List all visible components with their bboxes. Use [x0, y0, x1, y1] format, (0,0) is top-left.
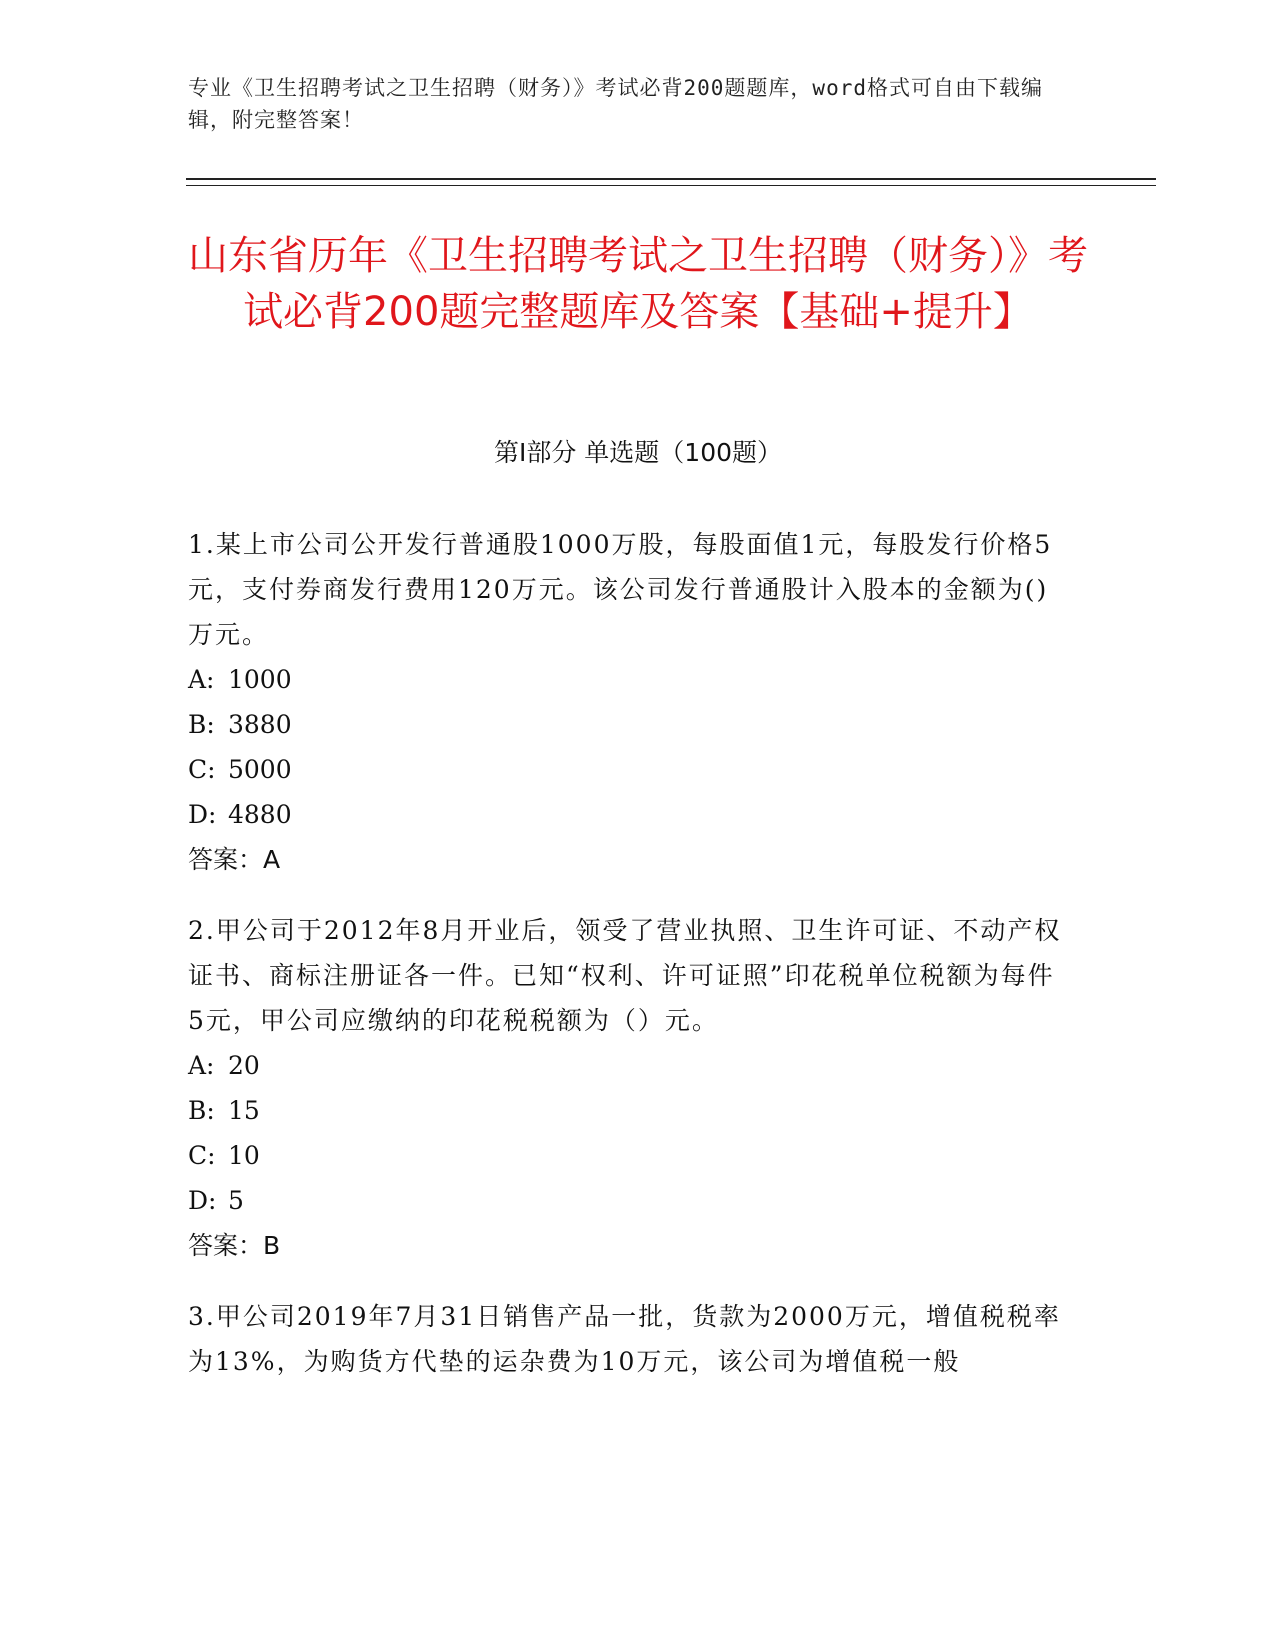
question-list [188, 522, 1068, 1410]
header-divider-thick [186, 178, 1156, 180]
option-a [188, 657, 1068, 702]
option-text: 1000 [228, 665, 292, 694]
option-key: A: [188, 1051, 215, 1080]
option-key: D: [188, 1186, 217, 1215]
option-c [188, 747, 1068, 792]
option-c [188, 1133, 1068, 1178]
question-stem: 2.甲公司于2012年8月开业后，领受了营业执照、卫生许可证、不动产权证书、商标注册证各一件。已知“权利、许可证照”印花税单位税额为每件5元，甲公司应缴纳的印花税税额为（）元。 [188, 916, 1062, 1035]
option-text: 4880 [228, 800, 292, 829]
option-text: 15 [228, 1096, 260, 1125]
option-text: 3880 [228, 710, 292, 739]
answer: 答案：B [188, 1231, 281, 1260]
document-title: 山东省历年《卫生招聘考试之卫生招聘（财务）》考试必背200题完整题库及答案【基础+提升】 [188, 233, 1088, 335]
option-b [188, 1088, 1068, 1133]
question-1 [188, 522, 1068, 882]
option-key: C: [188, 1141, 216, 1170]
section-heading: 第Ⅰ部分 单选题（100题） [493, 438, 783, 467]
option-key: C: [188, 755, 216, 784]
answer: 答案：A [188, 845, 281, 874]
question-stem: 3.甲公司2019年7月31日销售产品一批，货款为2000万元，增值税税率为13%，为购货方代垫的运杂费为10万元，该公司为增值税一般 [188, 1302, 1061, 1376]
question-2 [188, 908, 1068, 1268]
option-key: B: [188, 1096, 215, 1125]
option-d [188, 1178, 1068, 1223]
option-text: 10 [228, 1141, 260, 1170]
question-3 [188, 1294, 1068, 1384]
option-text: 5000 [228, 755, 292, 784]
option-key: D: [188, 800, 217, 829]
option-key: A: [188, 665, 215, 694]
header-note: 专业《卫生招聘考试之卫生招聘（财务）》考试必背200题题库，word格式可自由下载编辑，附完整答案！ [188, 76, 1043, 132]
option-key: B: [188, 710, 215, 739]
header-divider-thin [186, 185, 1156, 186]
option-a [188, 1043, 1068, 1088]
option-text: 20 [228, 1051, 260, 1080]
option-text: 5 [228, 1186, 244, 1215]
option-d [188, 792, 1068, 837]
option-b [188, 702, 1068, 747]
question-stem: 1.某上市公司公开发行普通股1000万股，每股面值1元，每股发行价格5元，支付券商发行费用120万元。该公司发行普通股计入股本的金额为()万元。 [188, 530, 1053, 649]
